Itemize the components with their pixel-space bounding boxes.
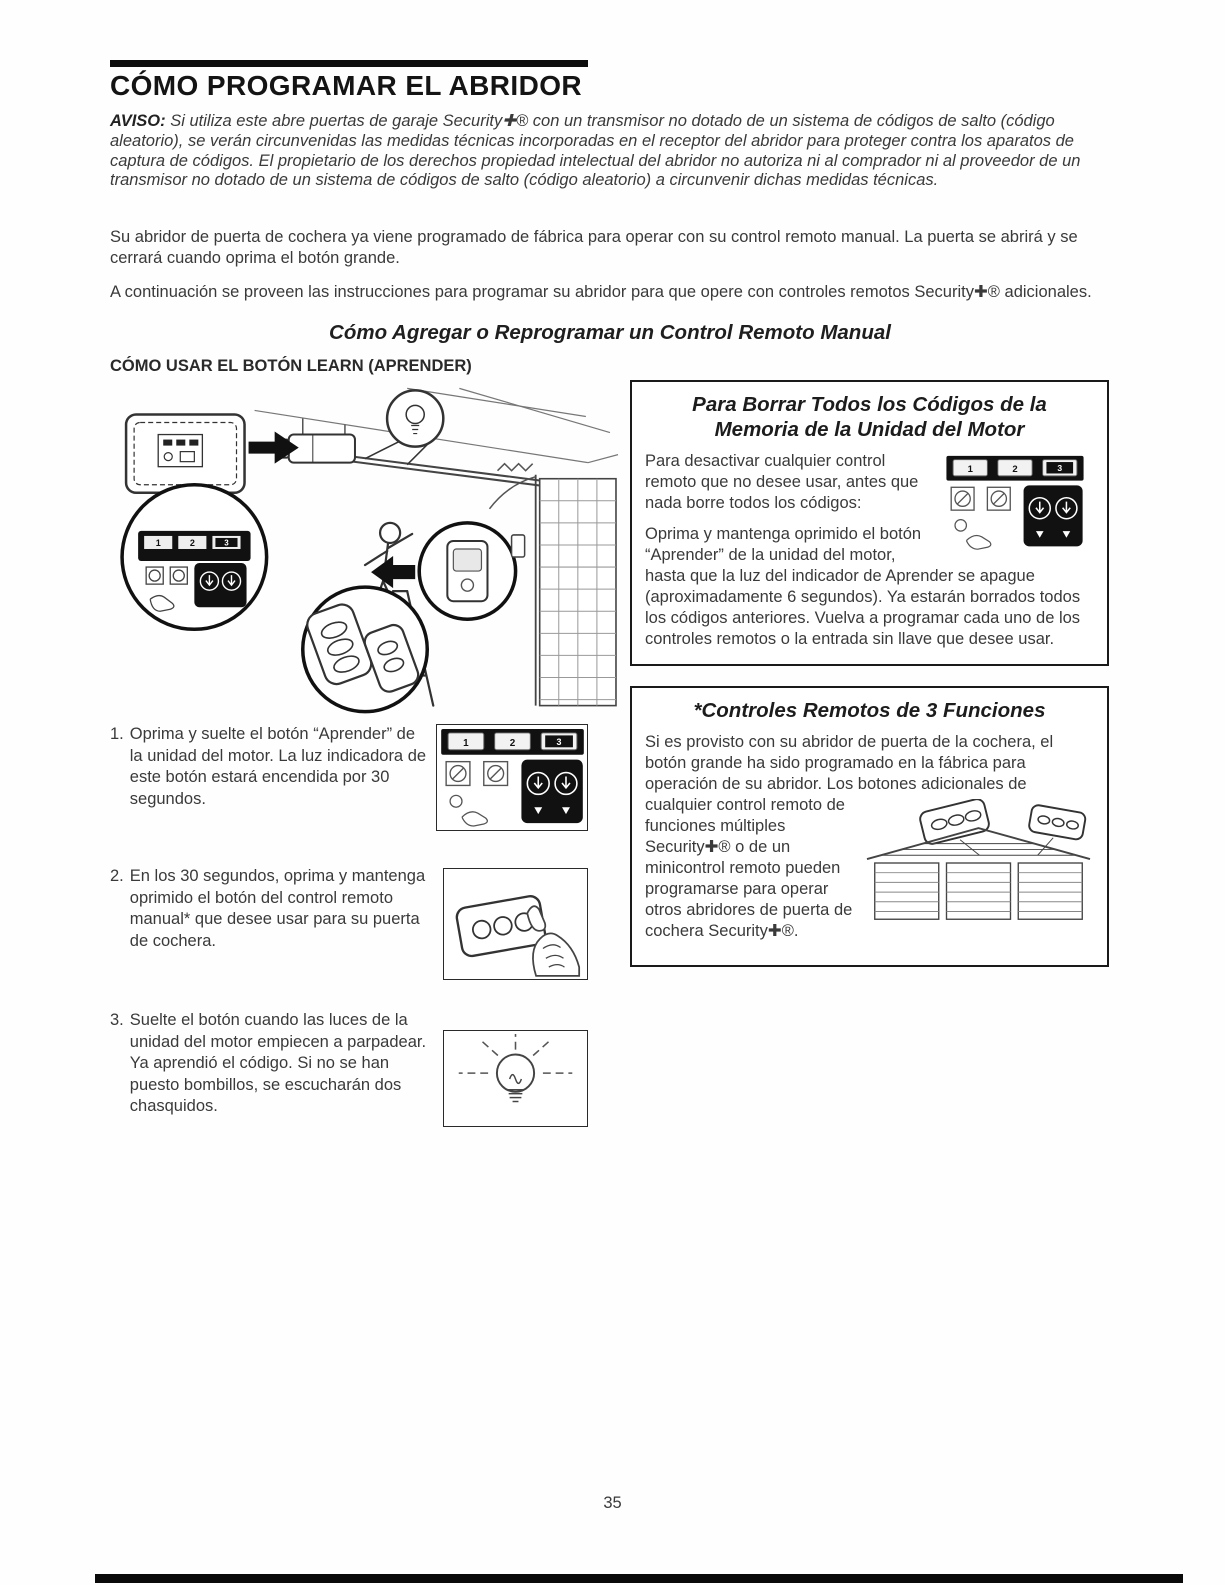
- learn-panel-illustration-small: [936, 453, 1094, 553]
- page-title: CÓMO PROGRAMAR EL ABRIDOR: [110, 70, 582, 101]
- panel-key-3: 3: [556, 736, 562, 747]
- garage-scene-drawing: [106, 384, 620, 718]
- garage-programming-illustration: [106, 384, 620, 718]
- intro-paragraph-2: A continuación se proveen las instrucciones para programar su abridor para que opere con controles remotos Security✚® adicionales.: [110, 283, 1092, 301]
- page-number: 35: [603, 1494, 622, 1512]
- blinking-light-illustration: [443, 1030, 588, 1127]
- learn-panel-illustration: [436, 724, 588, 831]
- multi-remote-garage-illustration: [863, 799, 1094, 932]
- step-1: [110, 724, 588, 831]
- step-2: [110, 866, 588, 980]
- section-subheading: CÓMO USAR EL BOTÓN LEARN (APRENDER): [110, 357, 472, 375]
- step-2-number: 2.: [110, 867, 124, 885]
- aviso-paragraph: [110, 112, 1112, 191]
- step-3: [110, 1010, 588, 1127]
- step-2-text: En los 30 segundos, oprima y mantenga oprimido el botón del control remoto manual* que desee usar para su puerta de cochera.: [129, 867, 426, 950]
- step-3-text: Suelte el botón cuando las luces de la unidad del motor empiecen a parpadear. Ya aprendió el código. Si no se han puesto bombillos, se escucharán dos chasquidos.: [129, 1011, 427, 1115]
- panel-key-2: 2: [189, 537, 195, 548]
- light-callout-drawing: [365, 390, 443, 464]
- three-function-remotes-title: *Controles Remotos de 3 Funciones: [693, 699, 1046, 722]
- panel-key-2: 2: [509, 737, 515, 749]
- wall-console-drawing: [126, 414, 244, 492]
- erase-codes-box-title: Para Borrar Todos los Códigos de la Memoria de la Unidad del Motor: [692, 393, 1047, 441]
- section-heading: Cómo Agregar o Reprogramar un Control Remoto Manual: [329, 321, 891, 344]
- panel-key-1: 1: [967, 464, 973, 476]
- remotes-callout: [303, 587, 427, 711]
- title-rule: [110, 60, 588, 67]
- step-1-number: 1.: [110, 725, 124, 743]
- three-function-paragraph-2: cualquier control remoto de funciones múltiples Security✚® o de un minicontrol remoto pueden programarse para operar otros abridores de puerta de cochera Security✚®.: [645, 796, 853, 940]
- panel-key-3: 3: [224, 538, 229, 548]
- panel-key-2: 2: [1012, 464, 1018, 476]
- panel-key-1: 1: [155, 537, 161, 548]
- scan-artifact: [95, 1574, 1183, 1583]
- erase-codes-paragraph-1: Para desactivar cualquier control remoto que no desee usar, antes que nada borre todos los códigos:: [645, 452, 919, 512]
- remote-press-illustration: [443, 868, 588, 980]
- panel-key-1: 1: [462, 737, 469, 749]
- three-function-remotes-box: [630, 686, 1109, 967]
- learn-panel-callout: [122, 485, 267, 630]
- panel-key-3: 3: [1057, 463, 1063, 474]
- three-function-paragraph-1: Si es provisto con su abridor de puerta de la cochera, el botón grande ha sido programado en la fábrica para operación de su abridor. Los botones adicionales de: [645, 733, 1054, 793]
- step-3-number: 3.: [110, 1011, 124, 1029]
- erase-codes-box: [630, 380, 1109, 666]
- step-1-text: Oprima y suelte el botón “Aprender” de la unidad del motor. La luz indicadora de este botón estará encendida por 30 segundos.: [129, 725, 427, 808]
- erase-codes-paragraph-2: Oprima y mantenga oprimido el botón “Aprender” de la unidad del motor, hasta que la luz del indicador de Aprender se apague (aproximadamente 6 segundos). Ya estarán borrados todos los códigos anteriores. Vuelva a programar cada uno de los controles remotos o la entrada sin llave que desee usar.: [645, 525, 1081, 648]
- arrow-left-icon: [371, 556, 415, 588]
- intro-paragraph-1: Su abridor de puerta de cochera ya viene programado de fábrica para operar con su control remoto manual. La puerta se abrirá y se cerrará cuando oprima el botón grande.: [110, 228, 1078, 267]
- aviso-label: AVISO:: [110, 112, 166, 130]
- aviso-text: Si utiliza este abre puertas de garaje Security✚® con un transmisor no dotado de un sistema de códigos de salto (código aleatorio), se verán circunvenidas las medidas técnicas incorporadas en el receptor del abridor para proteger contra los aparatos de captura de códigos. El propietario de los derechos propiedad intelectual del abridor no autoriza ni al comprador ni al proveedor de un transmisor no dotado de un sistema de códigos de salto (código aleatorio) a circunvenir dichas medidas técnicas.: [110, 112, 1081, 190]
